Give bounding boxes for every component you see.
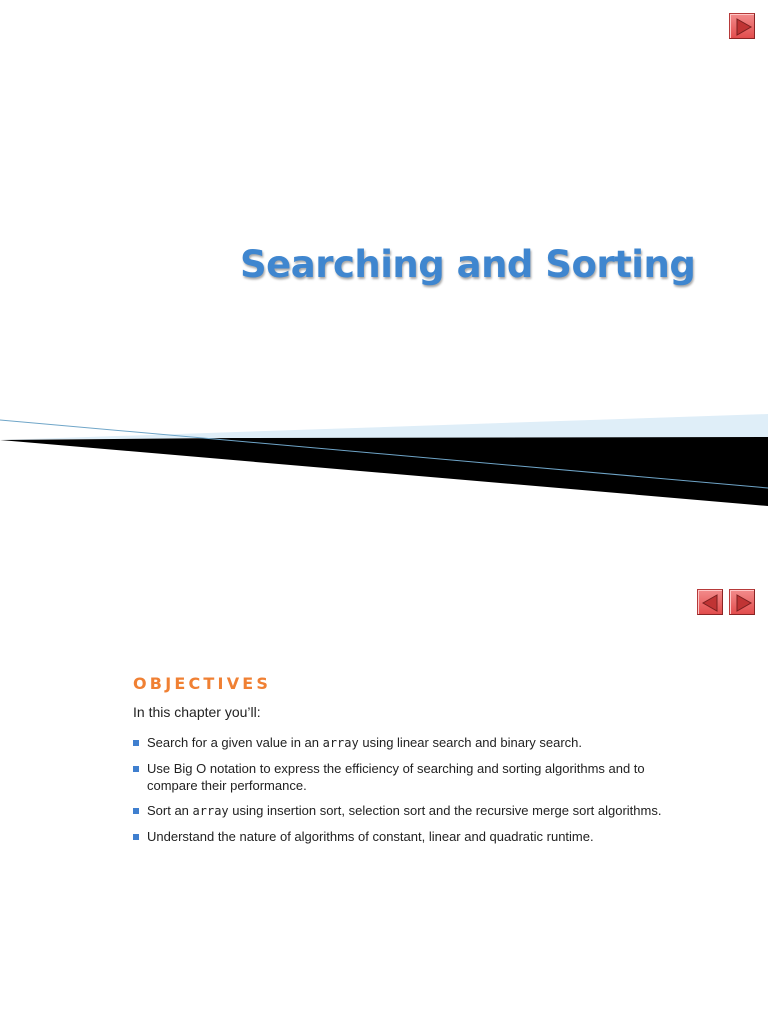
list-item: Use Big O notation to express the efficiency of searching and sorting algorithms and to compare their performance. xyxy=(133,760,693,794)
intro-text: In this chapter you’ll: xyxy=(133,704,261,720)
decorative-swoosh xyxy=(0,410,768,510)
bullet-icon xyxy=(133,740,139,746)
objectives-list xyxy=(133,734,693,853)
bullet-icon xyxy=(133,766,139,772)
next-arrow-icon xyxy=(730,590,756,616)
list-item: Sort an array using insertion sort, selection sort and the recursive merge sort algorithms. xyxy=(133,802,693,820)
objectives-heading: OBJECTIVES xyxy=(133,674,272,693)
code-text: array xyxy=(192,804,229,818)
next-arrow-icon xyxy=(730,14,756,40)
bullet-icon xyxy=(133,834,139,840)
previous-slide-button[interactable] xyxy=(697,589,723,615)
slide-title: Searching and Sorting xyxy=(240,243,696,286)
list-item: Search for a given value in an array using linear search and binary search. xyxy=(133,734,693,752)
objectives-slide xyxy=(0,560,768,1024)
next-slide-button[interactable] xyxy=(729,589,755,615)
next-slide-button[interactable] xyxy=(729,13,755,39)
bullet-icon xyxy=(133,808,139,814)
list-item: Understand the nature of algorithms of constant, linear and quadratic runtime. xyxy=(133,828,693,845)
code-text: array xyxy=(322,736,359,750)
prev-arrow-icon xyxy=(698,590,724,616)
